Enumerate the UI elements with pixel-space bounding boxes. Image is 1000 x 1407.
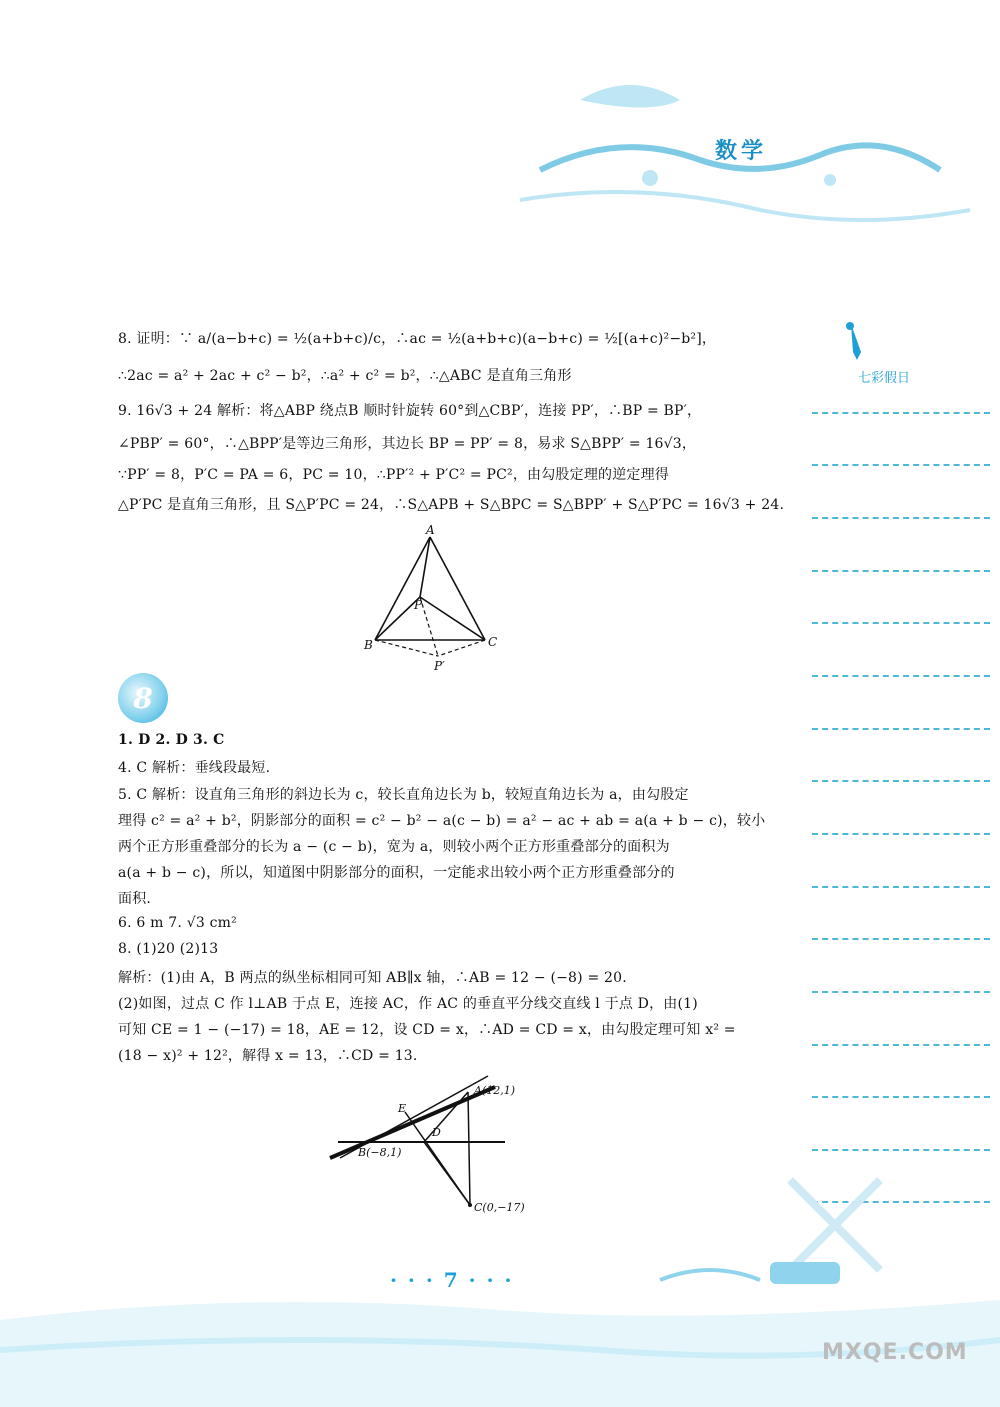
edge-ac [430,537,485,640]
segment-bp-prime [375,640,438,656]
label-d: D [432,1126,441,1139]
section8-q5-line4: a(a + b − c)，所以，知道图中阴影部分的面积，一定能求出较小两个正方形重叠部分的 [118,865,675,881]
section8-q4: 4. C 解析：垂线段最短. [118,760,271,776]
segment-pp-prime [420,597,438,656]
label-b: B [364,638,373,652]
q9-line3: ∵PP′ = 8，P′C = PA = 6，PC = 10，∴PP′² + P′C² = PC²，由勾股定理的逆定理得 [118,467,670,483]
sidebar-label: 七彩假日 [858,371,911,386]
section-badge: 8 [118,673,168,723]
label-p-prime: P′ [434,659,445,673]
segment-cp [420,597,485,640]
section8-q6-7: 6. 6 m 7. √3 cm² [118,915,237,931]
header-title: 数学 [715,139,768,164]
q9-line4: △P′PC 是直角三角形，且 S△P′PC = 24，∴S△APB + S△BPC = S△BPP′ + S△P′PC = 16√3 + 24. [118,497,785,513]
point-c [468,1203,472,1207]
figure-coordinate-construction [320,1070,550,1220]
section8-q8-analysis4: (18 − x)² + 12²，解得 x = 13，∴CD = 13. [118,1048,418,1064]
section8-q8: 8. (1)20 (2)13 [118,941,219,957]
section8-q5-line5: 面积. [118,891,152,907]
section8-q8-analysis3: 可知 CE = 1 − (−17) = 18，AE = 12，设 CD = x，∴AD = CD = x，由勾股定理可知 x² = [118,1022,736,1038]
section8-q5-line3: 两个正方形重叠部分的长为 a − (c − b)，宽为 a，则较小两个正方形重叠部分的面积为 [118,839,670,855]
segment-dc [424,1142,470,1205]
q8-proof-line2: ∴2ac = a² + 2ac + c² − b²，∴a² + c² = b²，∴△ABC 是直角三角形 [118,368,572,384]
segment-cp-prime [438,640,485,656]
q9-line2: ∠PBP′ = 60°，∴△BPP′是等边三角形，其边长 BP = PP′ = 8，易求 S△BPP′ = 16√3， [118,436,697,452]
label-e: E [398,1102,407,1115]
page-number: · · · 7 · · · [390,1268,514,1292]
section8-q8-analysis2: (2)如图，过点 C 作 l⊥AB 于点 E，连接 AC，作 AC 的垂直平分线交直线 l 于点 D，由(1) [118,996,698,1012]
section8-q5-line2: 理得 c² = a² + b²，阴影部分的面积 = c² − b² − a(c − b) = a² − ac + ab = a(a + b − c)，较小 [118,813,766,829]
footer-ornament [650,1170,950,1290]
figure-triangle-abc [360,525,510,675]
section8-q1-3: 1. D 2. D 3. C [118,732,225,748]
q8-proof-line1: 8. 证明：∵ a/(a−b+c) = ½(a+b+c)/c，∴ac = ½(a+b+c)(a−b+c) = ½[(a+c)²−b²]， [118,331,717,347]
section8-q5-line1: 5. C 解析：设直角三角形的斜边长为 c，较长直角边长为 b，较短直角边长为 a，由勾股定 [118,787,689,803]
segment-ac [468,1092,470,1205]
q9-line1: 9. 16√3 + 24 解析：将△ABP 绕点B 顺时针旋转 60°到△CBP′，连接 PP′，∴BP = BP′， [118,403,702,419]
label-p: P [414,598,423,612]
label-a-coord: A(12,1) [474,1084,516,1097]
watermark-logo: MXQE.COM [822,1340,968,1365]
label-b-coord: B(−8,1) [358,1146,402,1159]
pen-icon [843,322,869,362]
label-a: A [426,525,435,537]
section8-q8-analysis1: 解析：(1)由 A，B 两点的纵坐标相同可知 AB∥x 轴，∴AB = 12 − (−8) = 20. [118,970,627,986]
label-c: C [488,635,498,649]
label-c-coord: C(0,−17) [474,1201,525,1214]
